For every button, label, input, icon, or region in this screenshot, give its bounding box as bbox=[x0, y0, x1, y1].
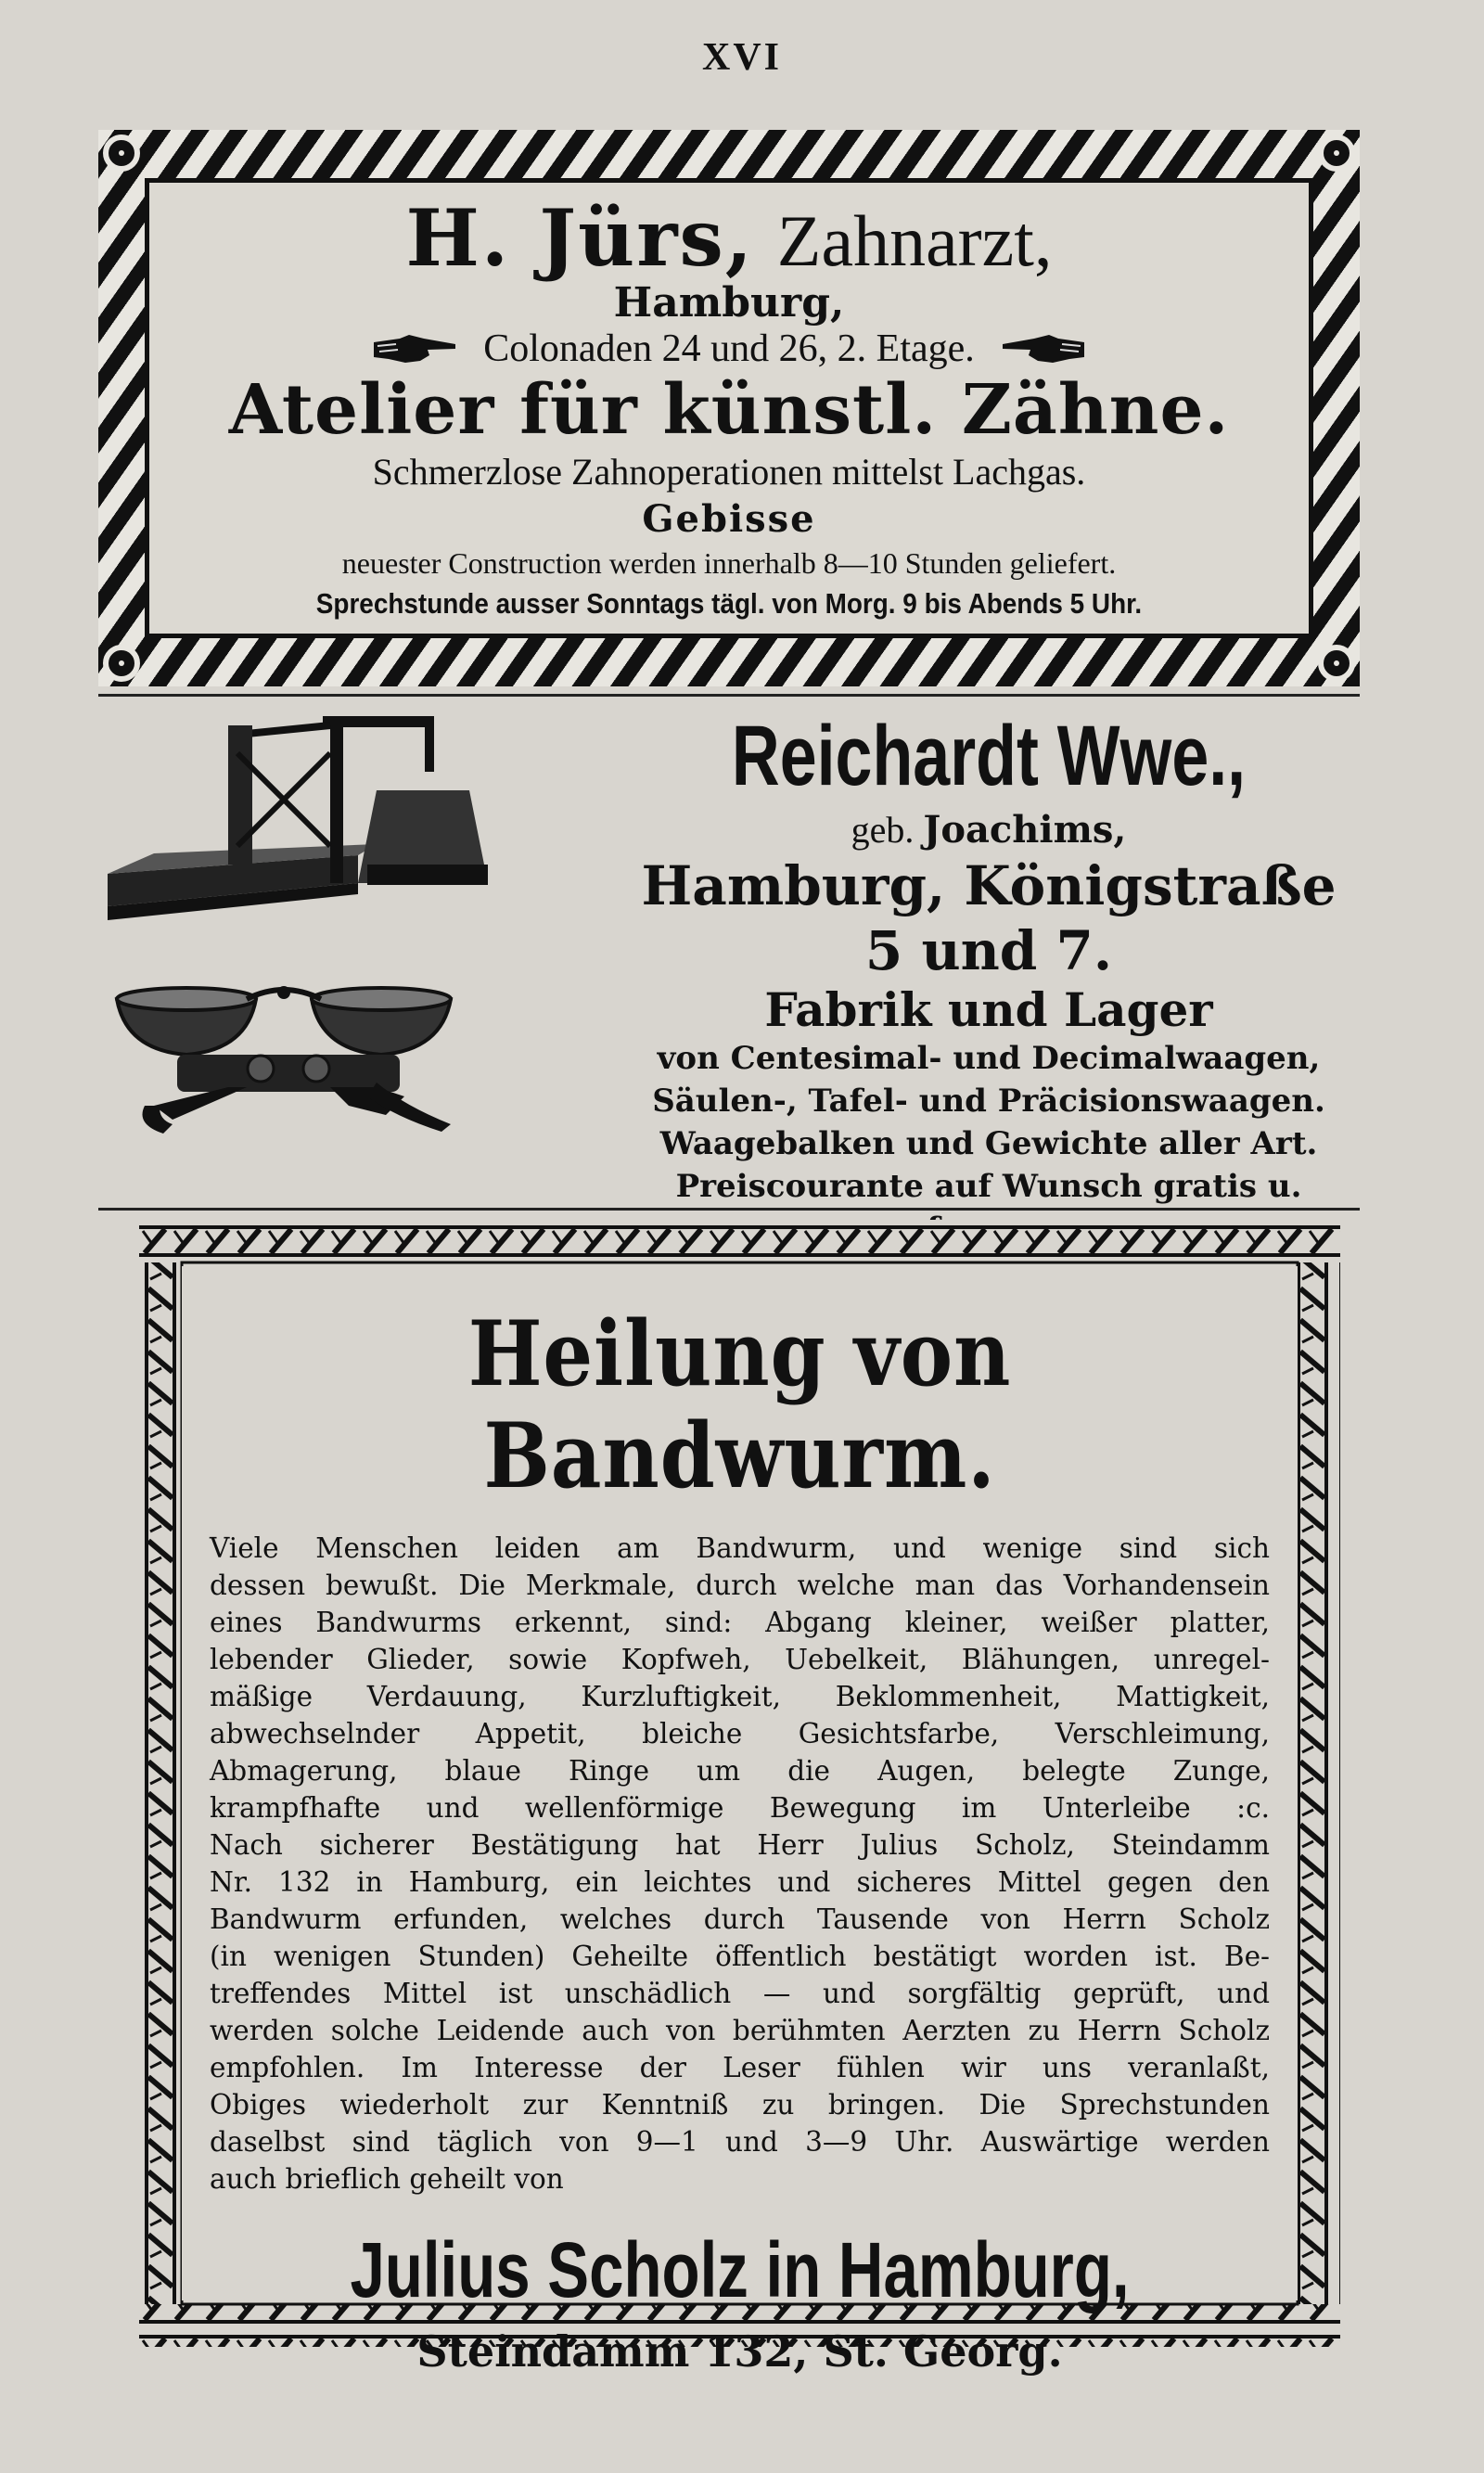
scales-advertisement bbox=[98, 698, 1360, 1203]
body-line: krampfhafte und wellenförmige Bewegung im Unterleibe :c. bbox=[210, 1792, 1270, 1824]
born-line bbox=[618, 807, 1360, 853]
scholz-address: Steindamm 132, St. Georg. bbox=[416, 2326, 1063, 2377]
born-name: Joachims, bbox=[923, 808, 1127, 852]
product-line-2: Säulen-, Tafel- und Präcisionswaagen. bbox=[652, 1083, 1325, 1120]
body-line: treffendes Mittel ist unschädlich — und sorgfältig geprüft, und bbox=[210, 1978, 1270, 2009]
dentist-dentures-note: neuester Construction werden innerhalb 8—10 Stunden geliefert. bbox=[341, 546, 1117, 580]
body-line: mäßige Verdauung, Kurzluftigkeit, Beklommenheit, Mattigkeit, bbox=[210, 1681, 1270, 1712]
divider bbox=[98, 694, 1360, 697]
body-line: lebender Glieder, sowie Kopfweh, Uebelkeit, Blähungen, unregel- bbox=[210, 1644, 1270, 1675]
body-line: eines Bandwurms erkennt, sind: Abgang kleiner, weißer platter, bbox=[210, 1607, 1270, 1638]
platform-scale-icon bbox=[108, 716, 488, 920]
balance-scale-icon bbox=[117, 986, 451, 1134]
corner-ornament-icon bbox=[1318, 135, 1355, 172]
scales-illustration bbox=[98, 698, 618, 1203]
body-line: daselbst sind täglich von 9—1 und 3—9 Uhr. Auswärtige werden bbox=[210, 2126, 1270, 2158]
born-prefix: geb. bbox=[851, 809, 915, 851]
product-line-3: Waagebalken und Gewichte aller Art. bbox=[659, 1125, 1318, 1162]
tapeworm-headline: Heilung von Bandwurm. bbox=[467, 1301, 1012, 1508]
body-line: dessen bewußt. Die Merkmale, durch welche man das Vorhandensein bbox=[210, 1570, 1270, 1601]
dentist-headline: Atelier für künstl. Zähne. bbox=[228, 370, 1230, 450]
pointing-hand-left-icon bbox=[1001, 333, 1086, 365]
tapeworm-body-text bbox=[210, 1530, 1270, 2198]
scales-ad-text bbox=[618, 698, 1360, 1250]
page-number: XVI bbox=[701, 36, 782, 79]
divider bbox=[98, 1208, 1360, 1211]
dentist-address: Colonaden 24 und 26, 2. Etage. bbox=[483, 327, 975, 370]
corner-ornament-icon bbox=[103, 135, 140, 172]
body-line: (in wenigen Stunden) Geheilte öffentlich bestätigt worden ist. Be- bbox=[210, 1941, 1270, 1972]
body-line: abwechselnder Appetit, bleiche Gesichtsfarbe, Verschleimung, bbox=[210, 1718, 1270, 1749]
company-name: Reichardt Wwe., bbox=[731, 709, 1247, 803]
factory-heading: Fabrik und Lager bbox=[764, 982, 1213, 1037]
dentist-profession: Zahnarzt, bbox=[776, 200, 1053, 281]
company-address: Hamburg, Königstraße 5 und 7. bbox=[641, 854, 1337, 982]
product-line-4: Preiscourante auf Wunsch gratis u. bbox=[675, 1168, 1302, 1205]
body-line: empfohlen. Im Interesse der Leser fühlen wir uns veranlaßt, bbox=[210, 2052, 1270, 2083]
body-line: Nr. 132 in Hamburg, ein leichtes und sicheres Mittel gegen den bbox=[210, 1866, 1270, 1898]
dentist-city: Hamburg, bbox=[613, 279, 845, 327]
body-line: Obiges wiederholt zur Kenntniß zu bringen. Die Sprechstunden bbox=[210, 2089, 1270, 2121]
body-line: auch brieflich geheilt von bbox=[210, 2163, 564, 2195]
signature-line: Julius Scholz in Hamburg, bbox=[350, 2226, 1130, 2313]
dentist-ad-content bbox=[145, 178, 1313, 638]
body-line: Nach sicherer Bestätigung hat Herr Julius Scholz, Steindamm bbox=[210, 1829, 1270, 1861]
dentist-hours: Sprechstunde ausser Sonntags tägl. von Morg. 9 bis Abends 5 Uhr. bbox=[315, 587, 1143, 620]
product-line-1: von Centesimal- und Decimalwaagen, bbox=[657, 1040, 1321, 1077]
dentist-advertisement bbox=[98, 130, 1360, 686]
dentist-name-line bbox=[149, 192, 1309, 284]
corner-ornament-icon bbox=[1318, 645, 1355, 682]
corner-ornament-icon bbox=[103, 645, 140, 682]
tapeworm-advertisement bbox=[139, 1220, 1340, 2377]
tapeworm-ad-content bbox=[182, 1266, 1298, 2377]
dentist-address-line bbox=[149, 327, 1309, 371]
body-line: Bandwurm erfunden, welches durch Tausende von Herrn Scholz bbox=[210, 1903, 1270, 1935]
body-line: Abmagerung, blaue Ringe um die Augen, belegte Zunge, bbox=[210, 1755, 1270, 1787]
pointing-hand-right-icon bbox=[372, 333, 457, 365]
dentist-dentures-heading: Gebisse bbox=[642, 497, 816, 541]
dentist-painless-text: Schmerzlose Zahnoperationen mittelst Lachgas. bbox=[372, 451, 1086, 493]
dentist-name: H. Jürs, bbox=[405, 192, 754, 284]
body-line: Viele Menschen leiden am Bandwurm, und wenige sind sich bbox=[210, 1532, 1270, 1564]
body-line: werden solche Leidende auch von berühmten Aerzten zu Herrn Scholz bbox=[210, 2015, 1270, 2046]
